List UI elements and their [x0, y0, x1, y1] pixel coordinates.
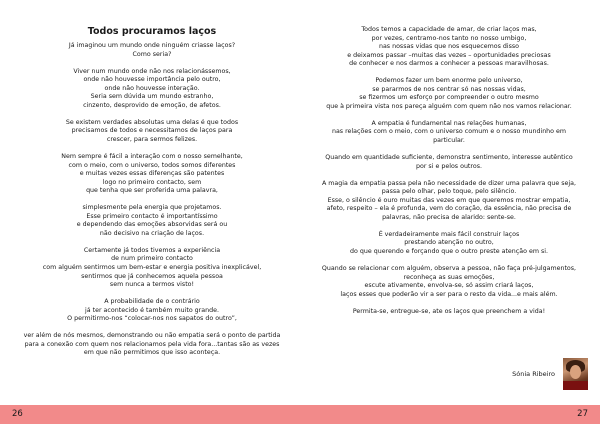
paragraph: A empatia é fundamental nas relações humanas, nas relações com o meio, com o universo comum e o nosso mundinho em particular.: [331, 119, 567, 145]
author-name: Sónia Ribeiro: [512, 370, 555, 378]
paragraph: simplesmente pela energia que projetamos. Esse primeiro contacto é importantíssimo e dependendo das emoções absorvidas será ou não decisivo na criação de laços.: [76, 204, 228, 237]
right-text-column: [310, 26, 588, 396]
left-footer-band: [0, 405, 300, 424]
right-footer-band: [300, 405, 600, 424]
paragraph: Podemos fazer um bem enorme pelo universo, se pararmos de nos centrar só nas nossas vidas, se fizermos um esforço por compreender o outro mesmo que à primeira vista nos pareça alguém com quem não nos vamos relacionar.: [326, 77, 572, 110]
left-text-column: [12, 26, 292, 396]
paragraph: Permita-se, entregue-se, ate os laços que preenchem a vida!: [352, 307, 546, 315]
paragraph: Quando se relacionar com alguém, observa a pessoa, não faça pré-julgamentos, reconheça as suas emoções, escute ativamente, envolva-se, só assim criará laços, laços esses que poderão vir a ser para o resto da vida...e mais além.: [321, 265, 577, 298]
paragraph: Viver num mundo onde não nos relacionássemos, onde não houvesse importância pelo outro, onde não houvesse interação. Seria sem dúvida um mundo estranho, cinzento, desprovido de emoção, de afetos.: [73, 67, 231, 109]
author-signature: [512, 358, 588, 390]
paragraph: Nem sempre é fácil a interação com o nosso semelhante, com o meio, com o universo, todos somos diferentes e muitas vezes essas diferenças são patentes logo no primeiro contacto, sem que tenha que ser proferida uma palavra,: [61, 152, 243, 195]
paragraph: Certamente já todos tivemos a experiência de num primeiro contacto com alguém sentirmos um bem-estar e energia positiva inexplicável, sentirmos que já conhecemos aquela pessoa sem nunca a termos visto!: [42, 246, 262, 289]
right-page: [300, 0, 600, 424]
paragraph: Quando em quantidade suficiente, demonstra sentimento, interesse autêntico por si e pelos outros.: [325, 154, 573, 170]
paragraph: Todos temos a capacidade de amar, de criar laços mas, por vezes, centramo-nos tanto no nosso umbigo, nas nossas vidas que nos esquecemos disso e deixamos passar –muitas das vezes – oportunidades preciosas de conhecer e nos darmos a conhecer a pessoas maravilhosas.: [347, 26, 551, 68]
page-number-left: 26: [12, 409, 23, 419]
paragraph: A magia da empatia passa pela não necessidade de dizer uma palavra que seja, passa pelo olhar, pelo toque, pelo silêncio. Esse, o silêncio é ouro muitas das vezes em que queremos mostrar empatia, afeto, respeito – ela é profunda, vem do coração, da essência, não precisa de palavras, não precisa de alarido: sente-se.: [321, 179, 577, 221]
photo-shirt: [563, 381, 588, 390]
paragraph: ver além de nós mesmos, demonstrando ou não empatia será o ponto de partida para a conexão com quem nos relacionamos pela vida fora...tantas são as vezes em que não permitimos que isso aconteça.: [23, 332, 281, 357]
photo-face: [570, 365, 581, 379]
paragraph: Se existem verdades absolutas uma delas é que todos precisamos de todos e necessitamos de laços para crescer, para sermos felizes.: [65, 118, 239, 143]
article-title: Todos procuramos laços: [87, 26, 217, 37]
paragraph: Já imaginou um mundo onde ninguém criasse laços? Como seria?: [68, 42, 236, 58]
page-number-right: 27: [577, 409, 588, 419]
paragraph: A probabilidade de o contrário já ter acontecido é também muito grande. O permitirmo-nos “colocar-nos nos sapatos do outro”,: [67, 298, 237, 323]
author-photo: [563, 358, 588, 390]
paragraph: É verdadeiramente mais fácil construir laços prestando atenção no outro, do que querendo e forçando que o outro preste atenção em si.: [350, 230, 548, 255]
